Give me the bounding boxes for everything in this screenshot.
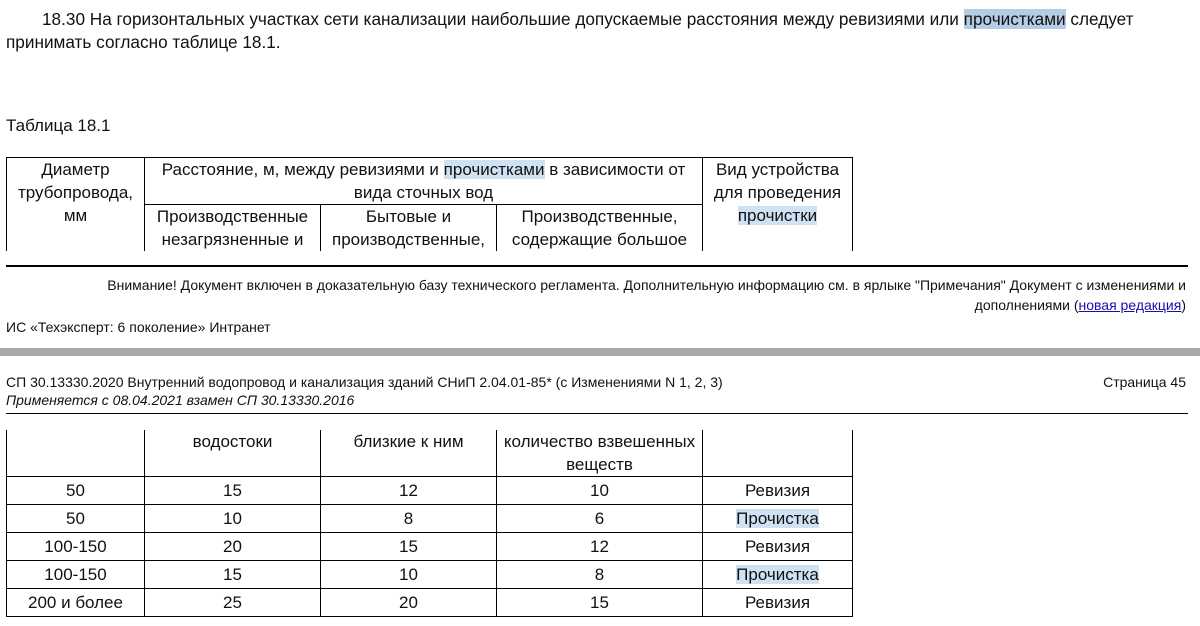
cell-industrial-clean-text: 15 xyxy=(223,564,242,584)
page-number: Страница 45 xyxy=(1103,374,1186,390)
notice-text xyxy=(86,275,1186,315)
header-diameter-cont xyxy=(7,430,145,477)
search-highlight: прочистками xyxy=(443,160,545,179)
cell-industrial-clean xyxy=(145,589,321,617)
cell-domestic xyxy=(321,589,497,617)
table-row xyxy=(7,589,853,617)
cell-device-text: Прочистка xyxy=(736,508,819,528)
cell-industrial-suspended xyxy=(497,533,703,561)
cell-industrial-clean xyxy=(145,533,321,561)
cell-domestic-text: 8 xyxy=(403,508,414,528)
cell-device xyxy=(703,477,853,505)
header-device xyxy=(703,158,853,252)
header-sub-industrial-clean: Производственные незагрязненные и xyxy=(145,205,321,252)
cell-diameter xyxy=(7,477,145,505)
cell-industrial-clean-text: 20 xyxy=(223,536,242,556)
header-diameter: Диаметр трубопровода, мм xyxy=(7,158,145,252)
cell-device-text: Прочистка xyxy=(736,564,819,584)
page-separator xyxy=(0,348,1200,356)
header-device-text: Вид устройства для проведения xyxy=(713,160,842,202)
cell-diameter xyxy=(7,505,145,533)
search-highlight: прочистками xyxy=(963,9,1066,29)
cell-industrial-clean-text: 15 xyxy=(223,480,242,500)
header-sub-industrial-suspended-cont: количество взвешенных веществ xyxy=(497,430,703,477)
cell-domestic xyxy=(321,505,497,533)
paragraph-text: 18.30 На горизонтальных участках сети канализации наибольшие допускаемые расстояния между ревизиями или xyxy=(42,9,964,29)
table-header-part xyxy=(6,157,853,251)
cell-diameter-text: 50 xyxy=(66,480,85,500)
cell-diameter-text: 100-150 xyxy=(44,536,107,556)
cell-industrial-suspended-text: 15 xyxy=(590,592,609,612)
cell-device xyxy=(703,589,853,617)
cell-industrial-suspended xyxy=(497,561,703,589)
header-device-cont xyxy=(703,430,853,477)
cell-device xyxy=(703,533,853,561)
cell-device-text: Ревизия xyxy=(744,592,811,612)
table-caption: Таблица 18.1 xyxy=(6,116,111,135)
cell-domestic-text: 15 xyxy=(399,536,418,556)
cell-device xyxy=(703,561,853,589)
header-sub-domestic-cont: близкие к ним xyxy=(321,430,497,477)
cell-diameter xyxy=(7,533,145,561)
cell-domestic-text: 20 xyxy=(399,592,418,612)
header-group-text: Расстояние, м, между ревизиями и xyxy=(161,160,444,179)
cell-domestic xyxy=(321,533,497,561)
table-row xyxy=(7,533,853,561)
header-sub-industrial-suspended: Производственные, содержащие большое xyxy=(497,205,703,252)
cell-industrial-suspended xyxy=(497,477,703,505)
header-group-text-end: в зависимости от вида сточных вод xyxy=(353,160,686,202)
header-sub-industrial-clean-cont: водостоки xyxy=(145,430,321,477)
cell-industrial-suspended xyxy=(497,505,703,533)
cell-industrial-suspended xyxy=(497,589,703,617)
cell-diameter-text: 50 xyxy=(66,508,85,528)
cell-diameter xyxy=(7,561,145,589)
page-bottom-rule xyxy=(6,265,1188,267)
cell-industrial-suspended-text: 8 xyxy=(594,564,605,584)
cell-industrial-suspended-text: 10 xyxy=(590,480,609,500)
paragraph-18-30 xyxy=(6,8,1196,54)
cell-diameter-text: 200 и более xyxy=(28,592,123,612)
search-highlight: прочистки xyxy=(737,206,818,225)
cell-diameter-text: 100-150 xyxy=(44,564,107,584)
table-row xyxy=(7,561,853,589)
notice-close: ) xyxy=(1181,297,1186,313)
cell-industrial-clean-text: 25 xyxy=(223,592,242,612)
cell-device-text: Ревизия xyxy=(744,536,811,556)
cell-industrial-clean xyxy=(145,561,321,589)
cell-industrial-suspended-text: 6 xyxy=(594,508,605,528)
cell-industrial-suspended-text: 12 xyxy=(590,536,609,556)
cell-domestic xyxy=(321,477,497,505)
cell-device-text: Ревизия xyxy=(744,480,811,500)
cell-domestic-text: 10 xyxy=(399,564,418,584)
cell-domestic-text: 12 xyxy=(399,480,418,500)
notice-body: Внимание! Документ включен в доказательную базу технического регламента. Дополнительную информацию см. в ярлыке "Примечания" Документ с изменениями и дополнениями ( xyxy=(107,277,1186,313)
table-body-part xyxy=(6,430,853,617)
cell-diameter xyxy=(7,589,145,617)
table-row xyxy=(7,477,853,505)
paragraph-text-end: следует принимать согласно таблице 18.1. xyxy=(6,9,1134,52)
page-header-rule xyxy=(6,413,1188,414)
header-distance-group xyxy=(145,158,703,205)
table-row xyxy=(7,505,853,533)
cell-domestic xyxy=(321,561,497,589)
cell-industrial-clean-text: 10 xyxy=(223,508,242,528)
document-title: СП 30.13330.2020 Внутренний водопровод и канализация зданий СНиП 2.04.01-85* (с Изменениями N 1, 2, 3) xyxy=(6,374,723,390)
document-applicability: Применяется с 08.04.2021 взамен СП 30.13330.2016 xyxy=(6,392,355,408)
cell-industrial-clean xyxy=(145,505,321,533)
new-edition-link[interactable]: новая редакция xyxy=(1078,297,1182,313)
cell-industrial-clean xyxy=(145,477,321,505)
cell-device xyxy=(703,505,853,533)
footer-product: ИС «Техэксперт: 6 поколение» Интранет xyxy=(6,319,271,335)
header-sub-domestic: Бытовые и производственные, xyxy=(321,205,497,252)
